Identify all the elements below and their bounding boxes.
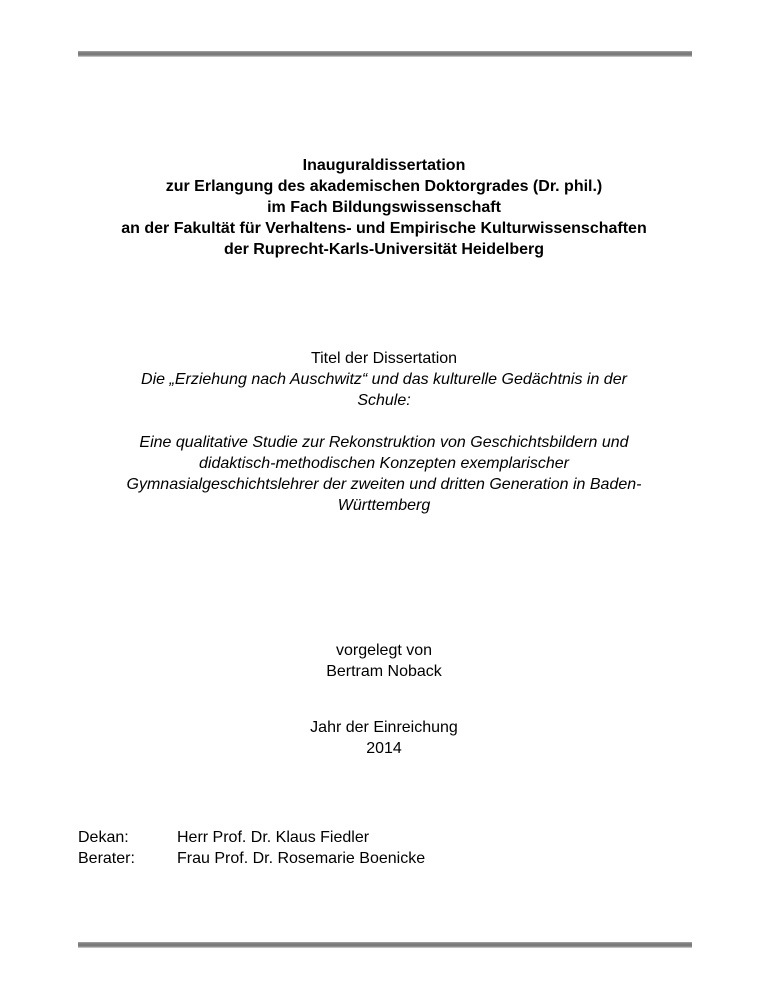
degree-statement-line-5: der Ruprecht-Karls-Universität Heidelberg bbox=[223, 241, 545, 258]
presented-by-label: vorgelegt von bbox=[335, 642, 433, 659]
officials-section bbox=[78, 827, 425, 869]
degree-statement-line-1: Inauguraldissertation bbox=[302, 157, 466, 174]
title-section-heading: Titel der Dissertation bbox=[310, 350, 458, 367]
degree-statement-line-3: im Fach Bildungswissenschaft bbox=[267, 199, 501, 216]
dissertation-subtitle-line-1: Eine qualitative Studie zur Rekonstruktion von Geschichtsbildern und bbox=[139, 434, 629, 451]
degree-statement bbox=[40, 155, 728, 260]
dissertation-subtitle bbox=[40, 432, 728, 516]
author-name: Bertram Noback bbox=[326, 663, 442, 680]
title-section bbox=[40, 348, 728, 516]
bottom-rule bbox=[78, 942, 692, 948]
official-role-label: Berater: bbox=[78, 850, 135, 867]
official-name: Frau Prof. Dr. Rosemarie Boenicke bbox=[177, 850, 426, 867]
submission-author-section bbox=[40, 640, 728, 682]
top-rule bbox=[78, 51, 692, 57]
official-row-dekan bbox=[78, 827, 425, 848]
degree-statement-line-2: zur Erlangung des akademischen Doktorgrades (Dr. phil.) bbox=[165, 178, 603, 195]
dissertation-title-line-2: Schule: bbox=[357, 392, 411, 409]
official-name: Herr Prof. Dr. Klaus Fiedler bbox=[177, 829, 370, 846]
submission-year: 2014 bbox=[366, 740, 402, 757]
official-role-label: Dekan: bbox=[78, 829, 129, 846]
official-row-berater bbox=[78, 848, 425, 869]
dissertation-subtitle-line-2: didaktisch-methodischen Konzepten exemplarischer bbox=[199, 455, 569, 472]
dissertation-subtitle-line-4: Württemberg bbox=[337, 497, 431, 514]
dissertation-title-line-1: Die „Erziehung nach Auschwitz“ und das kulturelle Gedächtnis in der bbox=[141, 371, 627, 388]
degree-statement-line-4: an der Fakultät für Verhaltens- und Empirische Kulturwissenschaften bbox=[121, 220, 647, 237]
year-label: Jahr der Einreichung bbox=[310, 719, 458, 736]
submission-year-section bbox=[40, 717, 728, 759]
dissertation-subtitle-line-3: Gymnasialgeschichtslehrer der zweiten und dritten Generation in Baden- bbox=[126, 476, 642, 493]
